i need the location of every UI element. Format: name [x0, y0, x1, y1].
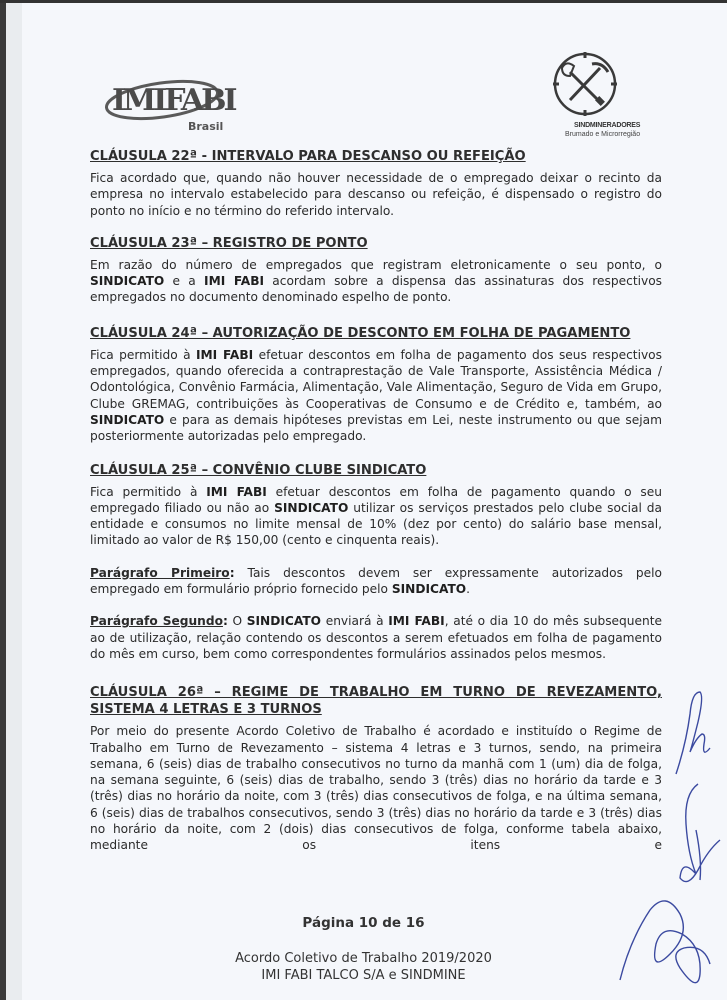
clause-body: Fica permitido à IMI FABI efetuar descontos em folha de pagamento quando o seu empregado filiado ou não ao SINDICATO utilizar os serviços prestados pelo clube social da entidade e consumos no limite mensal de 10% (dez por cento) do salário base mensal, limitado ao valor de R$ 150,00 (cento e cinquenta reais). [90, 484, 662, 548]
sindmineradores-name: SINDMINERADORES [574, 122, 641, 129]
clause-26 [90, 684, 662, 853]
party-sindicato: SINDICATO [391, 582, 467, 597]
clause-title: CLÁUSULA 22ª - INTERVALO PARA DESCANSO OU REFEIÇÃO [90, 149, 526, 164]
party-imi-fabi: IMI FABI [204, 274, 265, 289]
footer-line-2: IMI FABI TALCO S/A e SINDMINE [261, 968, 466, 983]
clause-body: Em razão do número de empregados que registram eletronicamente o seu ponto, o SINDICATO e a IMI FABI acordam sobre a dispensa das assinaturas dos respectivos empregados no documento denominado espelho de ponto. [90, 257, 663, 305]
pick-and-shovel-icon [548, 50, 658, 130]
document-body [90, 148, 662, 854]
scan-edge-margin [6, 0, 22, 1000]
clause-23 [90, 235, 662, 306]
paragraph-primeiro: Parágrafo Primeiro: Tais descontos devem ser expressamente autorizados pelo empregado em formulário próprio fornecido pelo SINDICATO. [90, 565, 663, 597]
signature-initial-1 [672, 688, 722, 778]
footer-line-1: Acordo Coletivo de Trabalho 2019/2020 [235, 951, 492, 966]
signature-initial-2 [676, 780, 724, 890]
party-sindicato: SINDICATO [274, 500, 349, 515]
svg-text:IMIFABI: IMIFABI [112, 83, 235, 118]
clause-24 [90, 325, 662, 445]
clause-title: CLÁUSULA 24ª – AUTORIZAÇÃO DE DESCONTO EM FOLHA DE PAGAMENTO [90, 325, 631, 341]
party-imi-fabi: IMI FABI [388, 614, 445, 629]
signature-initial-3 [616, 880, 716, 990]
party-imi-fabi: IMI FABI [206, 484, 267, 499]
clause-title: CLÁUSULA 23ª – REGISTRO DE PONTO [90, 235, 368, 251]
party-sindicato: SINDICATO [90, 274, 165, 289]
clause-body: Por meio do presente Acordo Coletivo de Trabalho é acordado e instituído o Regime de Trabalho em Turno de Revezamento – sistema 4 letras e 3 turnos, sendo, na primeira semana, 6 (seis) dias de trabalho consecutivos no turno da manhã com 1 (um) dia de folga, na semana seguinte, 6 (seis) dias de trabalho, sendo 3 (três) dias no horário da tarde e 3 (três) dias no horário da noite, com 3 (três) dias consecutivos de folga, e na última semana, 6 (seis) dias de trabalhos consecutivos, sendo 3 (três) dias no horário da tarde e 3 (três) dias no horário da noite, com 2 (dois) dias consecutivos de folga, conforme tabela abaixo, mediante os itens e [90, 724, 662, 853]
sindmineradores-subtitle: Brumado e Microrregião [565, 131, 641, 138]
clause-22 [90, 148, 662, 219]
clause-body: Fica permitido à IMI FABI efetuar descontos em folha de pagamento dos seus respectivos empregados, quando oferecida a contraprestação de Vale Transporte, Assistência Médica / Odontológica, Convênio Farmácia, Alimentação, Vale Alimentação, Seguro de Vida em Grupo, Clube GREMAG, contribuições às Cooperativas de Consumo e de Crédito e, também, ao SINDICATO e para as demais hipóteses previstas em Lei, neste instrumento ou que sejam posteriormente autorizadas pelo empregado. [90, 347, 662, 444]
page-number: Página 10 de 16 [302, 915, 425, 931]
clause-body: Fica acordado que, quando não houver necessidade de o empregado deixar o recinto da empresa no intervalo estabelecido para descanso ou refeição, é dispensado o registro do ponto no início e no término do referido intervalo. [90, 171, 662, 218]
paragraph-label: Parágrafo Primeiro [90, 565, 230, 580]
clause-title-continued: SISTEMA 4 LETRAS E 3 TURNOS [90, 702, 322, 718]
logo-subtitle-brasil: Brasil [188, 120, 224, 133]
party-sindicato: SINDICATO [90, 412, 165, 427]
clause-title: CLÁUSULA 26ª – REGIME DE TRABALHO EM TURNO DE REVEZAMENTO, [90, 685, 662, 701]
party-imi-fabi: IMI FABI [196, 347, 254, 362]
paragraph-label: Parágrafo Segundo [90, 614, 223, 629]
clause-25 [90, 462, 662, 663]
clause-title: CLÁUSULA 25ª – CONVÊNIO CLUBE SINDICATO [90, 462, 427, 478]
paragraph-segundo: Parágrafo Segundo: O SINDICATO enviará à IMI FABI, até o dia 10 do mês subsequente ao de utilização, relação contendo os descontos a serem efetuados em folha de pagamento do mês em curso, bem como correspondentes formulários assinados pelos mesmos. [90, 614, 663, 661]
party-sindicato: SINDICATO [246, 614, 322, 629]
